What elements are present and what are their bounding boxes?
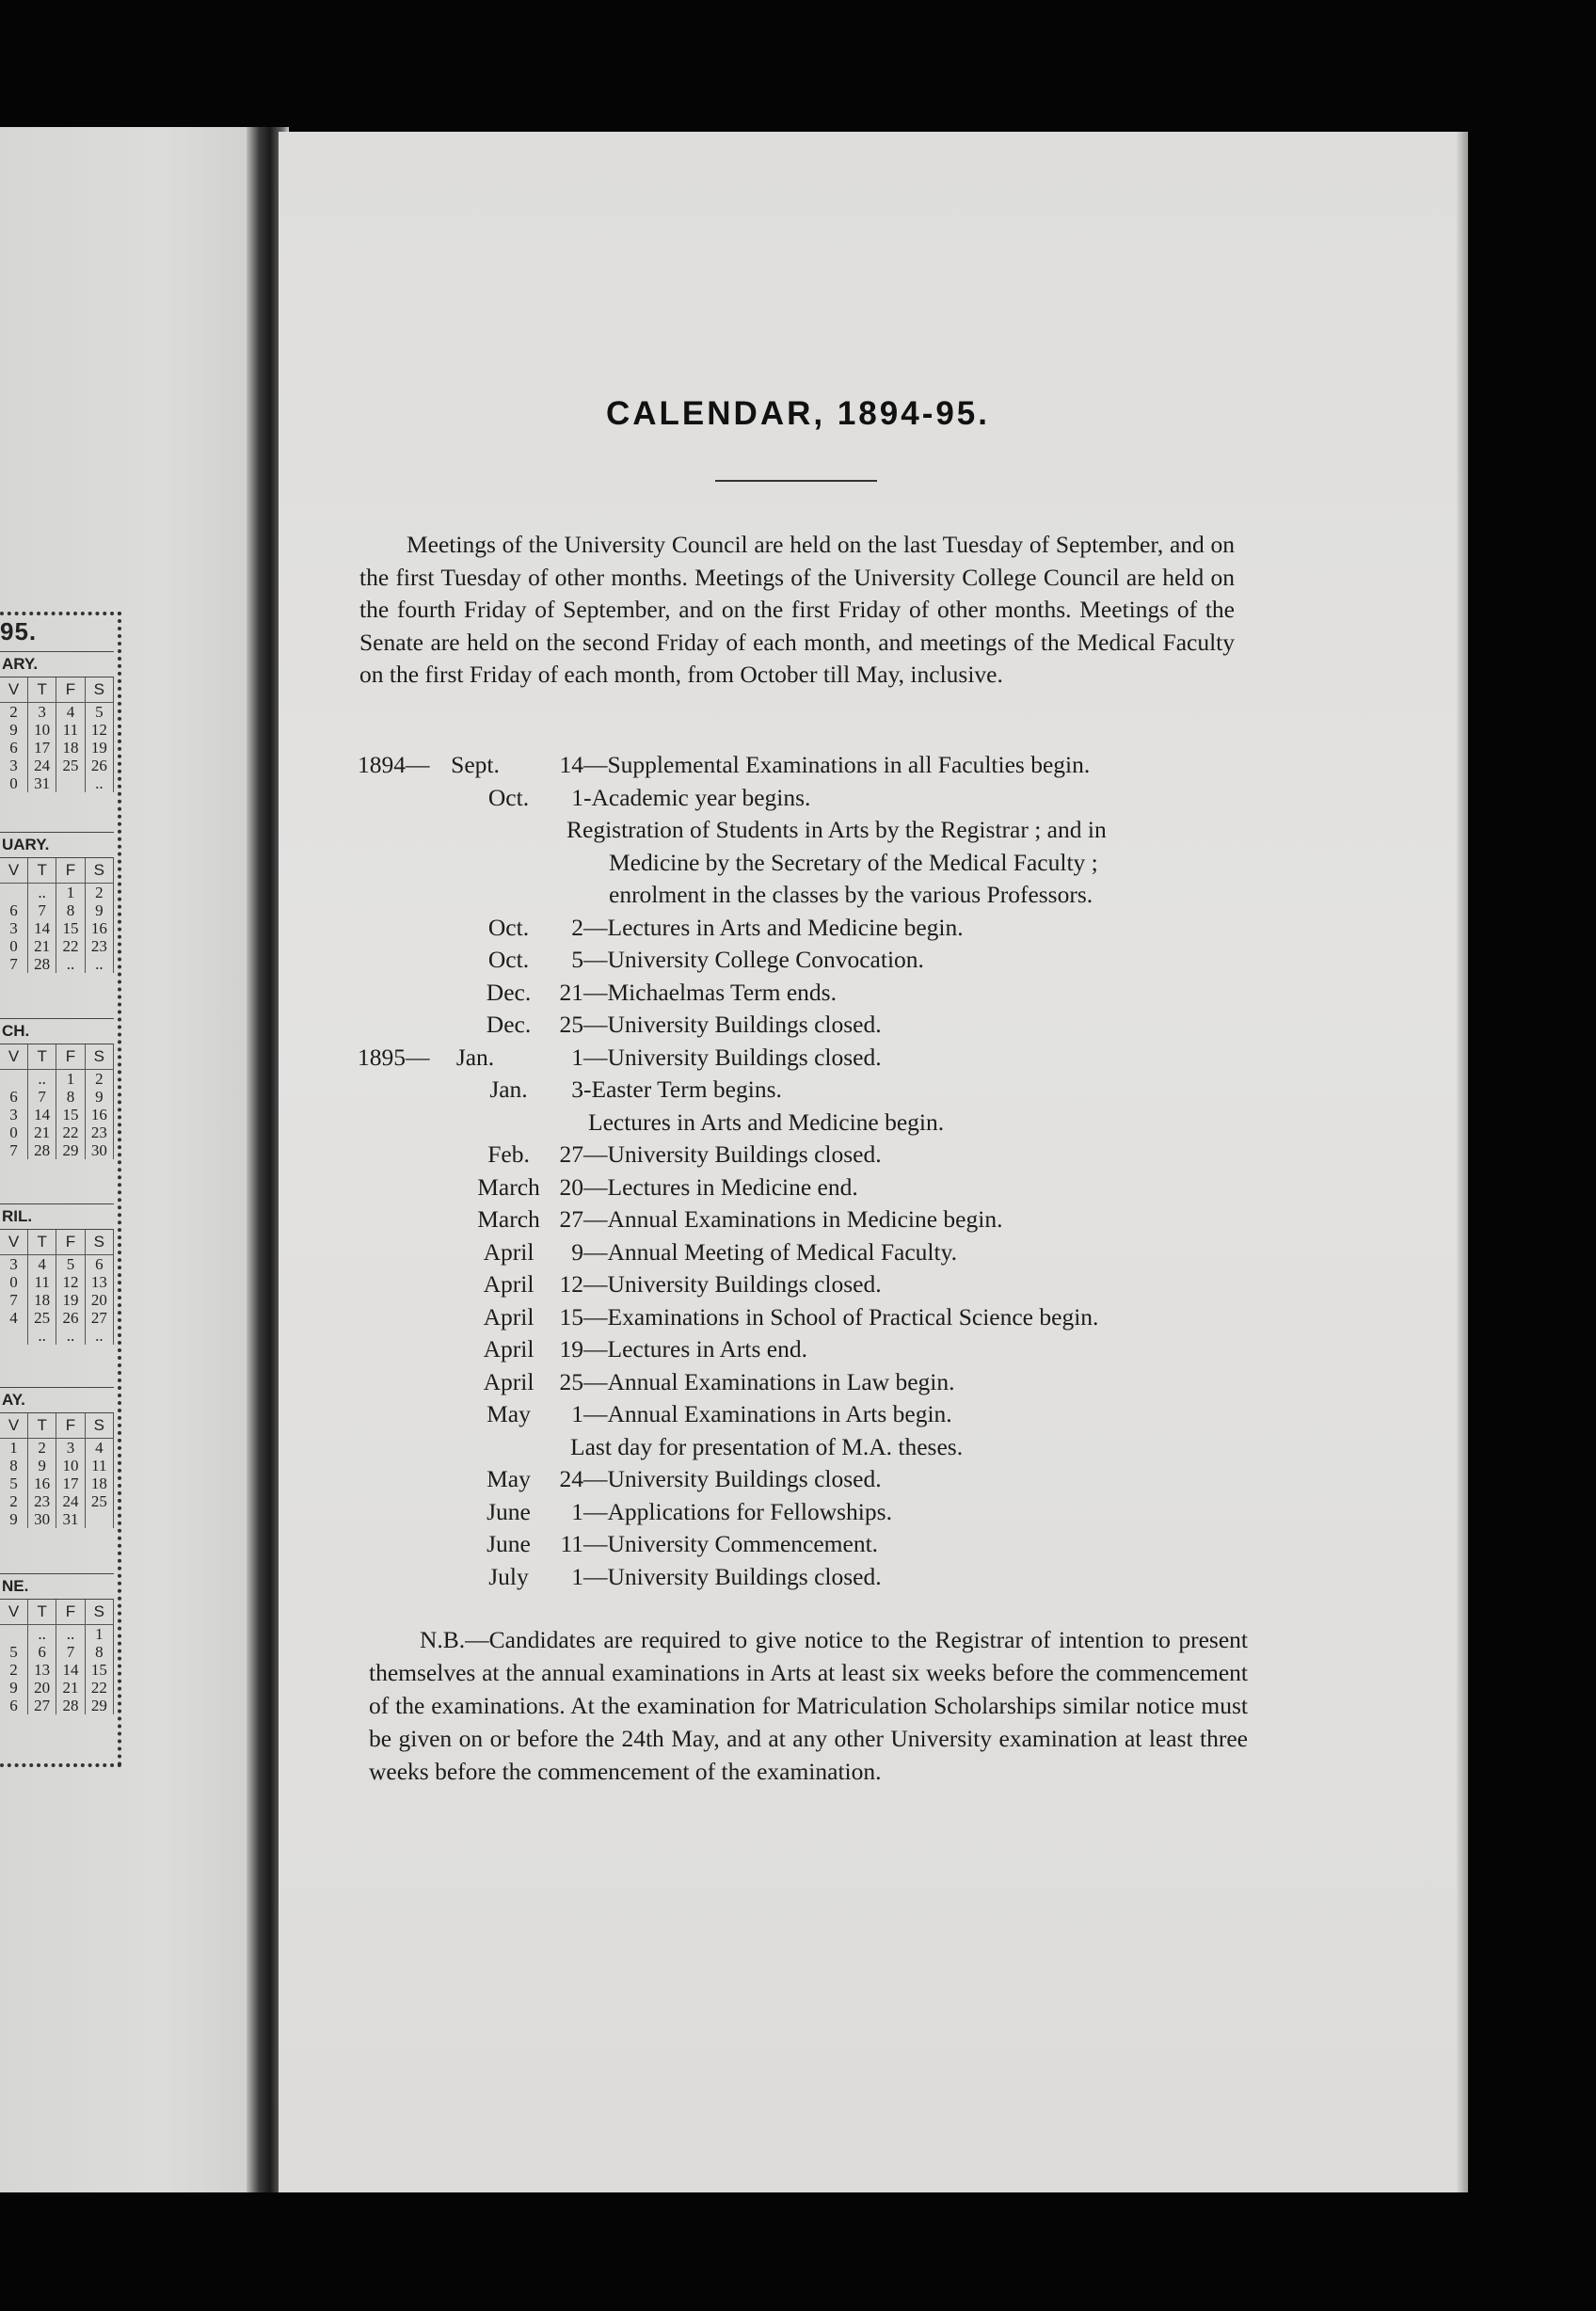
event-continuation: Lectures in Arts and Medicine begin. — [588, 1108, 945, 1136]
mini-calendar-fragment — [0, 612, 121, 1767]
mini-calendar-day: 13 — [85, 1273, 113, 1291]
mini-calendar-weekday: S — [85, 677, 113, 703]
event-month: Feb. — [487, 1140, 530, 1168]
mini-calendar-day: 9 — [0, 1510, 28, 1528]
event-row — [358, 1301, 1261, 1334]
mini-calendar-day: 7 — [0, 1141, 28, 1159]
mini-calendar-weekday: T — [28, 1044, 56, 1070]
mini-calendar-weekday: F — [56, 1413, 85, 1439]
mini-calendar-day: 9 — [0, 721, 28, 739]
mini-calendar-day: 22 — [56, 937, 85, 955]
event-text: —Annual Examinations in Arts begin. — [583, 1400, 952, 1427]
mini-calendar-day: 9 — [0, 1679, 28, 1697]
mini-calendar-day: .. — [56, 1327, 85, 1345]
mini-calendar-day: 22 — [85, 1679, 113, 1697]
mini-calendar-weekday: S — [85, 1044, 113, 1070]
mini-calendar-day: 1 — [56, 1070, 85, 1089]
mini-calendar-day: 0 — [0, 774, 28, 792]
mini-calendar-day: 9 — [85, 1088, 113, 1106]
event-text: —Michaelmas Term ends. — [583, 978, 837, 1006]
event-month: April — [483, 1367, 535, 1395]
event-text: —Lectures in Arts end. — [583, 1335, 807, 1363]
mini-calendar-day: 3 — [0, 919, 28, 937]
mini-calendar-weekday: V — [0, 858, 28, 884]
mini-calendar-day: .. — [28, 1070, 56, 1089]
event-row — [358, 977, 1261, 1010]
event-day: 27 — [559, 1140, 583, 1168]
mini-calendar-day: 2 — [0, 1661, 28, 1679]
mini-calendar-day: 16 — [28, 1474, 56, 1492]
event-row — [358, 782, 1261, 815]
mini-calendar-day: 27 — [85, 1309, 113, 1327]
mini-calendar-day — [85, 1510, 113, 1528]
mini-calendar-weekday: F — [56, 858, 85, 884]
event-year: 1895— — [358, 1043, 430, 1071]
event-month: April — [483, 1270, 535, 1298]
mini-calendar-day: 24 — [28, 757, 56, 774]
mini-calendar-day: 4 — [0, 1309, 28, 1327]
event-month: Oct. — [487, 946, 530, 973]
mini-calendar-day: 6 — [0, 739, 28, 757]
event-text: —Annual Meeting of Medical Faculty. — [583, 1237, 958, 1266]
event-text: —Annual Examinations in Medicine begin. — [583, 1205, 1003, 1233]
mini-calendar-day: 27 — [28, 1697, 56, 1714]
event-row — [358, 1171, 1261, 1204]
event-month: June — [487, 1497, 531, 1525]
mini-calendar-day: 22 — [56, 1124, 85, 1141]
mini-calendar-day: 24 — [56, 1492, 85, 1510]
mini-calendar-day: 20 — [85, 1291, 113, 1309]
event-month: Jan. — [489, 1076, 528, 1103]
mini-calendar-day: .. — [85, 955, 113, 973]
event-row — [358, 1236, 1261, 1269]
event-row — [358, 1561, 1261, 1594]
event-day: 1 — [571, 1497, 583, 1525]
event-day: 2 — [571, 913, 583, 941]
mini-calendar-day: 19 — [85, 739, 113, 757]
mini-calendar-day: 9 — [85, 901, 113, 919]
event-row — [358, 1042, 1261, 1075]
mini-calendar-day: 15 — [56, 919, 85, 937]
event-row — [358, 912, 1261, 945]
mini-calendar-day: 8 — [0, 1457, 28, 1474]
event-day: 27 — [559, 1205, 583, 1233]
mini-calendar-day: 2 — [85, 884, 113, 902]
event-month: Sept. — [451, 751, 500, 778]
mini-calendar-day: 5 — [85, 703, 113, 722]
mini-calendar-weekday: T — [28, 1230, 56, 1255]
mini-calendar-day: 8 — [56, 1088, 85, 1106]
mini-calendar-weekday: F — [56, 677, 85, 703]
mini-calendar-day: 9 — [28, 1457, 56, 1474]
mini-calendar-day: 23 — [28, 1492, 56, 1510]
event-row — [358, 1074, 1261, 1107]
mini-calendar-day: 30 — [28, 1510, 56, 1528]
mini-calendar-day: 3 — [0, 1255, 28, 1274]
mini-calendar-day: 0 — [0, 937, 28, 955]
mini-calendar-day: 1 — [0, 1439, 28, 1458]
mini-calendar-weekday: S — [85, 1600, 113, 1625]
mini-calendar-day: 2 — [0, 703, 28, 722]
mini-calendar-day: 26 — [85, 757, 113, 774]
mini-calendar-day: 11 — [56, 721, 85, 739]
mini-calendar-day: 28 — [56, 1697, 85, 1714]
event-month: Oct. — [487, 783, 530, 811]
event-text: —University Buildings closed. — [583, 1140, 882, 1168]
event-text: —University Buildings closed. — [583, 1270, 882, 1298]
event-day: 25 — [559, 1011, 583, 1038]
event-day: 20 — [559, 1172, 583, 1201]
mini-calendar-weekday: T — [28, 858, 56, 884]
mini-calendar-weekday: T — [28, 1413, 56, 1439]
nb-paragraph: N.B.—Candidates are required to give notice to the Registrar of intention to present themselves at the annual examinations in Arts at least six weeks before the commencement of the examinations. At the examination for Matriculation Scholarships similar notice must be given on or before the 24th May, and at any other University examination at least three weeks before the commencement of the examination. — [369, 1626, 1248, 1785]
event-day: 19 — [559, 1335, 583, 1363]
mini-calendar-day: 7 — [0, 955, 28, 973]
mini-calendar-day: 12 — [56, 1273, 85, 1291]
mini-calendar-month — [0, 1387, 114, 1528]
mini-calendar-day: 6 — [0, 1697, 28, 1714]
event-row — [358, 1139, 1261, 1171]
event-text: —Annual Examinations in Law begin. — [583, 1367, 955, 1395]
mini-calendar-day: 19 — [56, 1291, 85, 1309]
event-row — [358, 1398, 1261, 1431]
mini-calendar-month — [0, 832, 114, 973]
event-day: 21 — [559, 978, 583, 1006]
event-row — [358, 1009, 1261, 1042]
mini-calendar-day: .. — [28, 1327, 56, 1345]
mini-calendar-day: 23 — [85, 1124, 113, 1141]
event-day: 1 — [571, 1043, 583, 1071]
mini-calendar-day: 7 — [28, 1088, 56, 1106]
event-day: 12 — [559, 1270, 583, 1298]
mini-calendar-day: 15 — [56, 1106, 85, 1124]
mini-calendar-month — [0, 1018, 114, 1159]
events-list — [358, 749, 1261, 1593]
mini-calendar-day: 28 — [28, 1141, 56, 1159]
event-month: July — [488, 1562, 529, 1590]
mini-calendar-day: 16 — [85, 919, 113, 937]
mini-calendar-day: 3 — [56, 1439, 85, 1458]
mini-calendar-day — [0, 1327, 28, 1345]
mini-calendar-day: 7 — [28, 901, 56, 919]
event-month: Dec. — [486, 1011, 532, 1038]
mini-calendar-day — [0, 1070, 28, 1089]
mini-calendar-day: 7 — [56, 1643, 85, 1661]
mini-calendar-day: 18 — [28, 1291, 56, 1309]
event-text: -Academic year begins. — [583, 783, 811, 811]
event-day: 11 — [560, 1530, 583, 1557]
mini-calendar-day: 4 — [56, 703, 85, 722]
title-rule — [715, 480, 877, 482]
mini-calendar-day: 11 — [85, 1457, 113, 1474]
event-text: —Applications for Fellowships. — [583, 1497, 892, 1525]
mini-calendar-day: 21 — [28, 937, 56, 955]
mini-calendar-weekday: V — [0, 1230, 28, 1255]
mini-calendar-weekday: V — [0, 1413, 28, 1439]
event-day: 1 — [571, 783, 583, 811]
event-month: Dec. — [486, 978, 532, 1006]
event-row — [358, 1496, 1261, 1529]
mini-calendar-day: 6 — [0, 1088, 28, 1106]
mini-calendar-day: .. — [28, 884, 56, 902]
event-text: —University College Convocation. — [583, 946, 924, 973]
mini-calendar-weekday: F — [56, 1044, 85, 1070]
mini-calendar-day: .. — [85, 774, 113, 792]
mini-calendar-day: 4 — [28, 1255, 56, 1274]
event-row — [358, 1203, 1261, 1236]
event-text: —University Buildings closed. — [583, 1562, 882, 1590]
event-row — [358, 1268, 1261, 1301]
mini-calendar-month-name: UARY. — [0, 833, 114, 858]
event-day: 5 — [571, 946, 583, 973]
event-day: 24 — [559, 1465, 583, 1492]
mini-calendar-month — [0, 1203, 114, 1345]
mini-calendar-day: 3 — [0, 1106, 28, 1124]
event-month: Jan. — [455, 1043, 495, 1071]
mini-calendar-year: 95. — [0, 617, 38, 645]
event-row — [358, 1366, 1261, 1399]
mini-calendar-day: 0 — [0, 1124, 28, 1141]
mini-calendar-day: .. — [56, 1625, 85, 1644]
event-month: April — [483, 1302, 535, 1331]
event-day: 25 — [559, 1367, 583, 1395]
event-text: —University Buildings closed. — [583, 1011, 882, 1038]
mini-calendar-day: 14 — [56, 1661, 85, 1679]
event-month: March — [477, 1172, 540, 1201]
mini-calendar-day: 31 — [28, 774, 56, 792]
mini-calendar-weekday: V — [0, 1044, 28, 1070]
event-day: 1 — [571, 1400, 583, 1427]
mini-calendar-month-name: RIL. — [0, 1204, 114, 1230]
event-text: —University Commencement. — [583, 1530, 879, 1557]
event-text: —Supplemental Examinations in all Faculties begin. — [583, 751, 1091, 778]
mini-calendar-day: 5 — [0, 1643, 28, 1661]
page-title: CALENDAR, 1894-95. — [606, 395, 990, 432]
mini-calendar-day: 29 — [56, 1141, 85, 1159]
mini-calendar-month-name: ARY. — [0, 652, 114, 677]
mini-calendar-day: 13 — [28, 1661, 56, 1679]
mini-calendar-day: 5 — [0, 1474, 28, 1492]
event-year: 1894— — [358, 751, 430, 778]
mini-calendar-day: 8 — [56, 901, 85, 919]
mini-calendar-day: 5 — [56, 1255, 85, 1274]
mini-calendar-day: 15 — [85, 1661, 113, 1679]
event-row — [358, 1528, 1261, 1561]
event-row — [358, 1463, 1261, 1496]
mini-calendar-weekday: F — [56, 1600, 85, 1625]
mini-calendar-weekday: S — [85, 1413, 113, 1439]
intro-paragraph: Meetings of the University Council are held on the last Tuesday of September, and on the first Tuesday of other months. Meetings of the University College Council are held on the fourth Friday of September, and on the first Friday of other months. Meetings of the Senate are held on the second Friday of each month, and meetings of the Medical Faculty on the first Friday of each month, from October till May, inclusive. — [359, 531, 1235, 688]
event-row — [358, 944, 1261, 977]
event-text: —Examinations in School of Practical Science begin. — [583, 1302, 1099, 1331]
mini-calendar-month-name: CH. — [0, 1019, 114, 1044]
mini-calendar-day: 25 — [85, 1492, 113, 1510]
mini-calendar-day: 23 — [85, 937, 113, 955]
event-continuation: Registration of Students in Arts by the Registrar ; and in — [567, 816, 1107, 843]
mini-calendar-day: 14 — [28, 1106, 56, 1124]
event-continuation: Last day for presentation of M.A. theses. — [570, 1432, 964, 1460]
mini-calendar-day: 12 — [85, 721, 113, 739]
mini-calendar-month-name: AY. — [0, 1388, 114, 1413]
mini-calendar-day: 26 — [56, 1309, 85, 1327]
mini-calendar-day: 7 — [0, 1291, 28, 1309]
mini-calendar-day: 6 — [28, 1643, 56, 1661]
mini-calendar-month — [0, 1573, 114, 1714]
mini-calendar-day: .. — [56, 955, 85, 973]
event-text: —Lectures in Medicine end. — [583, 1172, 858, 1201]
mini-calendar-day: 17 — [56, 1474, 85, 1492]
mini-calendar-day: 10 — [28, 721, 56, 739]
event-text: —University Buildings closed. — [583, 1465, 882, 1492]
mini-calendar-day: 31 — [56, 1510, 85, 1528]
mini-calendar-weekday: S — [85, 1230, 113, 1255]
event-text: -Easter Term begins. — [583, 1076, 782, 1103]
event-row — [358, 749, 1261, 782]
event-row — [358, 1333, 1261, 1366]
event-continuation: Medicine by the Secretary of the Medical Faculty ; — [609, 848, 1098, 876]
mini-calendar-day: 28 — [28, 955, 56, 973]
mini-calendar-weekday: V — [0, 1600, 28, 1625]
event-day: 1 — [571, 1562, 583, 1590]
event-month: Oct. — [487, 913, 530, 941]
mini-calendar-day: 8 — [85, 1643, 113, 1661]
event-day: 9 — [571, 1237, 583, 1266]
page-edge — [1457, 132, 1468, 2192]
mini-calendar-day — [56, 774, 85, 792]
mini-calendar-weekday: S — [85, 858, 113, 884]
mini-calendar-day — [0, 1625, 28, 1644]
mini-calendar-day: .. — [85, 1327, 113, 1345]
mini-calendar-day — [0, 884, 28, 902]
mini-calendar-day: 21 — [56, 1679, 85, 1697]
mini-calendar-day: 2 — [85, 1070, 113, 1089]
mini-calendar-day: 10 — [56, 1457, 85, 1474]
mini-calendar-day: 6 — [85, 1255, 113, 1274]
mini-calendar-day: .. — [28, 1625, 56, 1644]
event-month: April — [483, 1237, 535, 1266]
mini-calendar-weekday: V — [0, 677, 28, 703]
mini-calendar-day: 29 — [85, 1697, 113, 1714]
mini-calendar-day: 18 — [85, 1474, 113, 1492]
mini-calendar-month — [0, 651, 114, 792]
mini-calendar-day: 3 — [0, 757, 28, 774]
event-day: 15 — [559, 1302, 583, 1331]
mini-calendar-day: 1 — [56, 884, 85, 902]
mini-calendar-day: 2 — [28, 1439, 56, 1458]
mini-calendar-day: 16 — [85, 1106, 113, 1124]
mini-calendar-day: 18 — [56, 739, 85, 757]
mini-calendar-weekday: T — [28, 1600, 56, 1625]
event-day: 3 — [571, 1076, 583, 1103]
mini-calendar-day: 3 — [28, 703, 56, 722]
mini-calendar-weekday: F — [56, 1230, 85, 1255]
mini-calendar-day: 14 — [28, 919, 56, 937]
mini-calendar-day: 6 — [0, 901, 28, 919]
mini-calendar-day: 4 — [85, 1439, 113, 1458]
event-text: —Lectures in Arts and Medicine begin. — [583, 913, 964, 941]
mini-calendar-day: 11 — [28, 1273, 56, 1291]
mini-calendar-day: 25 — [28, 1309, 56, 1327]
mini-calendar-month-name: NE. — [0, 1574, 114, 1600]
event-month: March — [477, 1205, 540, 1233]
event-month: April — [483, 1335, 535, 1363]
mini-calendar-day: 21 — [28, 1124, 56, 1141]
mini-calendar-day: 25 — [56, 757, 85, 774]
mini-calendar-day: 2 — [0, 1492, 28, 1510]
event-month: May — [487, 1465, 531, 1492]
event-day: 14 — [559, 751, 583, 778]
event-month: June — [487, 1530, 531, 1557]
mini-calendar-weekday: T — [28, 677, 56, 703]
event-text: —University Buildings closed. — [583, 1043, 882, 1071]
mini-calendar-day: 30 — [85, 1141, 113, 1159]
mini-calendar-day: 20 — [28, 1679, 56, 1697]
mini-calendar-day: 17 — [28, 739, 56, 757]
mini-calendar-day: 1 — [85, 1625, 113, 1644]
event-continuation: enrolment in the classes by the various Professors. — [609, 881, 1093, 908]
mini-calendar-day: 0 — [0, 1273, 28, 1291]
event-month: May — [487, 1400, 531, 1427]
